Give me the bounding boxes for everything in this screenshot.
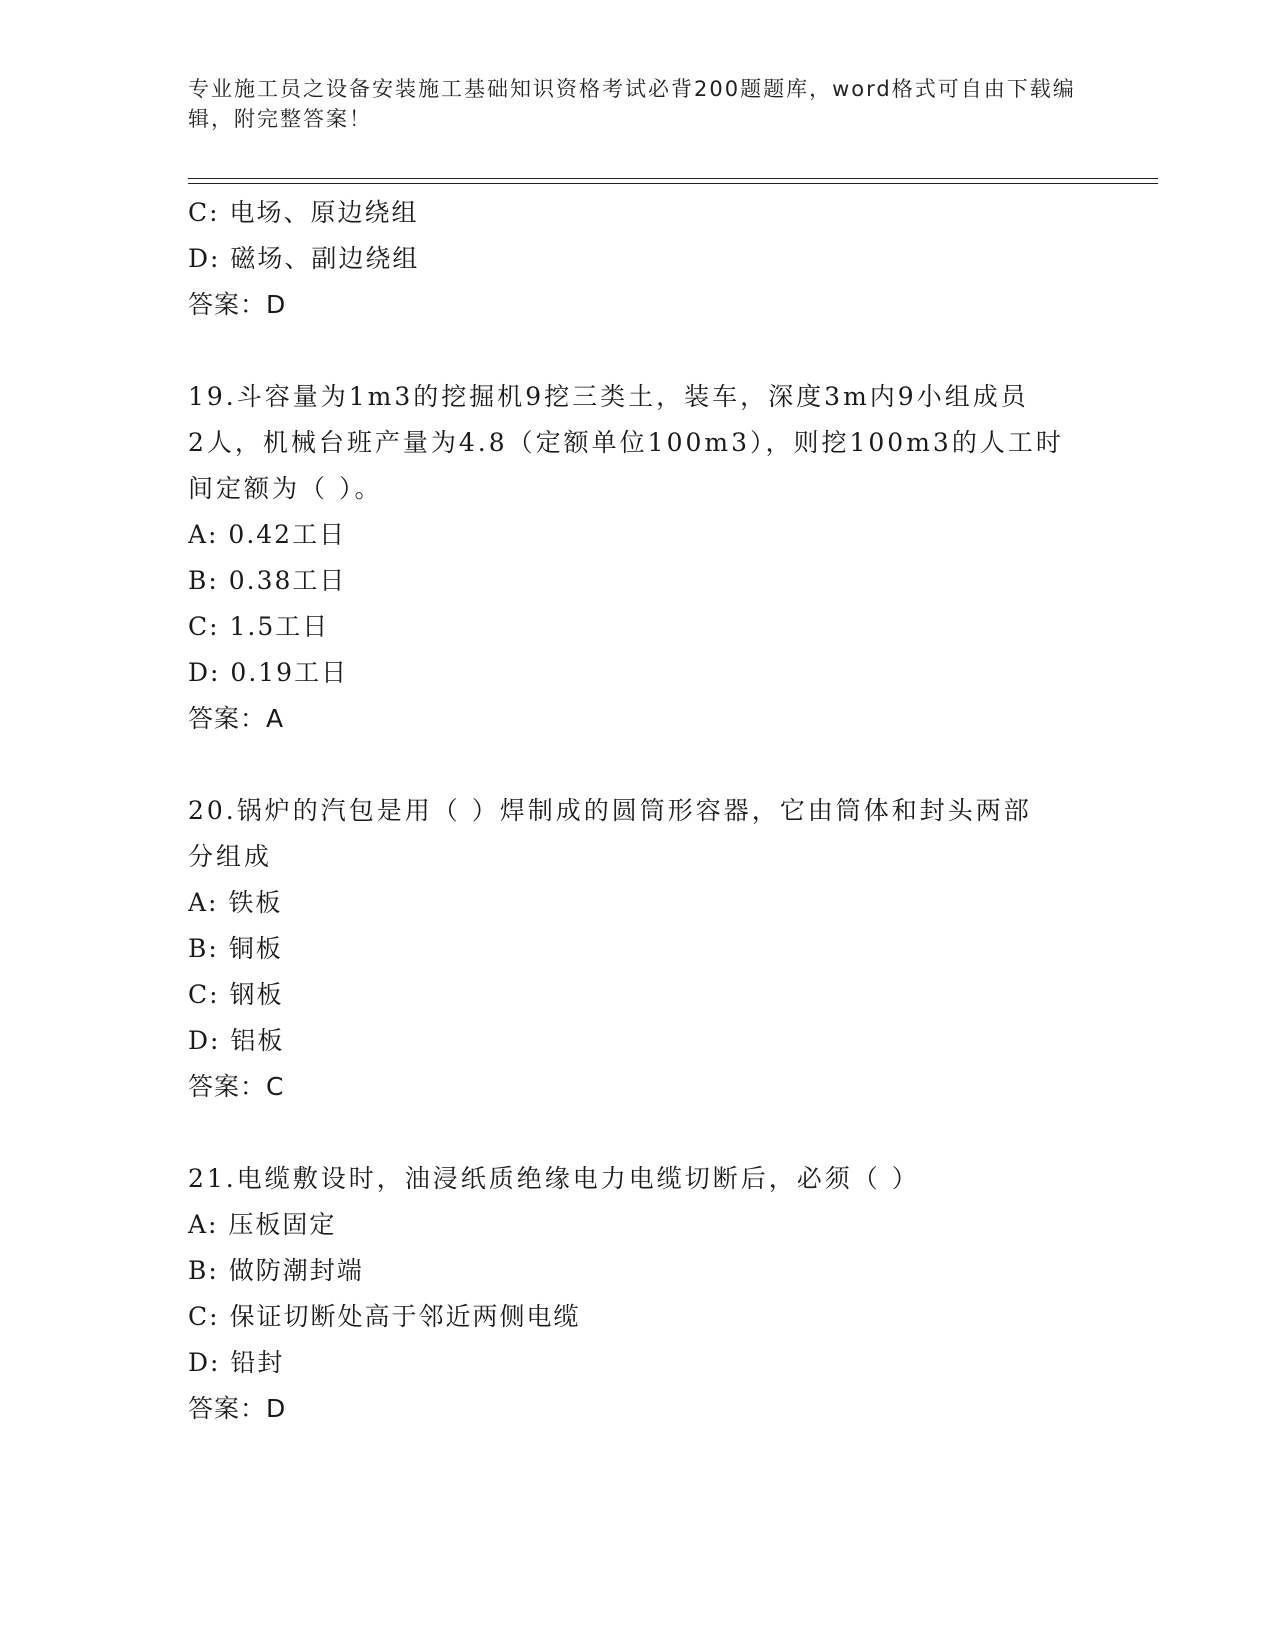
- option-d: D: 铅封: [188, 1348, 285, 1377]
- option-b: B: 铜板: [188, 934, 283, 963]
- prev-question-block: [188, 190, 1088, 328]
- option-d: D: 铝板: [188, 1026, 285, 1055]
- option-c: C: 钢板: [188, 980, 284, 1009]
- answer-line: 答案：D: [188, 1394, 287, 1423]
- option-d: D: 磁场、副边绕组: [188, 244, 420, 273]
- option-c: C: 保证切断处高于邻近两侧电缆: [188, 1302, 581, 1331]
- option-b: B: 做防潮封端: [188, 1256, 364, 1285]
- question-19: [188, 374, 1088, 742]
- question-text-line: 2人，机械台班产量为4.8（定额单位100m3），则挖100m3的人工时: [188, 428, 1064, 457]
- header-divider-thin: [188, 178, 1158, 179]
- question-21: [188, 1156, 1088, 1432]
- option-a: A: 铁板: [188, 888, 283, 917]
- question-content: [188, 190, 1088, 1432]
- question-text-line: 间定额为（ ）。: [188, 474, 383, 503]
- document-header: 专业施工员之设备安装施工基础知识资格考试必背200题题库，word格式可自由下载编辑，附完整答案！: [188, 77, 1076, 131]
- option-c: C: 电场、原边绕组: [188, 198, 419, 227]
- option-a: A: 压板固定: [188, 1210, 337, 1239]
- answer-line: 答案：D: [188, 290, 287, 319]
- question-20: [188, 788, 1088, 1110]
- option-a: A: 0.42工日: [188, 520, 347, 549]
- option-c: C: 1.5工日: [188, 612, 330, 641]
- option-b: B: 0.38工日: [188, 566, 347, 595]
- answer-line: 答案：C: [188, 1072, 285, 1101]
- question-text-line: 21.电缆敷设时，油浸纸质绝缘电力电缆切断后，必须（ ）: [188, 1164, 920, 1193]
- answer-line: 答案：A: [188, 704, 285, 733]
- header-divider-thick: [188, 183, 1158, 184]
- question-text-line: 分组成: [188, 842, 273, 871]
- option-d: D: 0.19工日: [188, 658, 349, 687]
- question-text-line: 19.斗容量为1m3的挖掘机9挖三类土，装车，深度3m内9小组成员: [188, 382, 1029, 411]
- question-text-line: 20.锅炉的汽包是用（ ）焊制成的圆筒形容器，它由筒体和封头两部: [188, 796, 1032, 825]
